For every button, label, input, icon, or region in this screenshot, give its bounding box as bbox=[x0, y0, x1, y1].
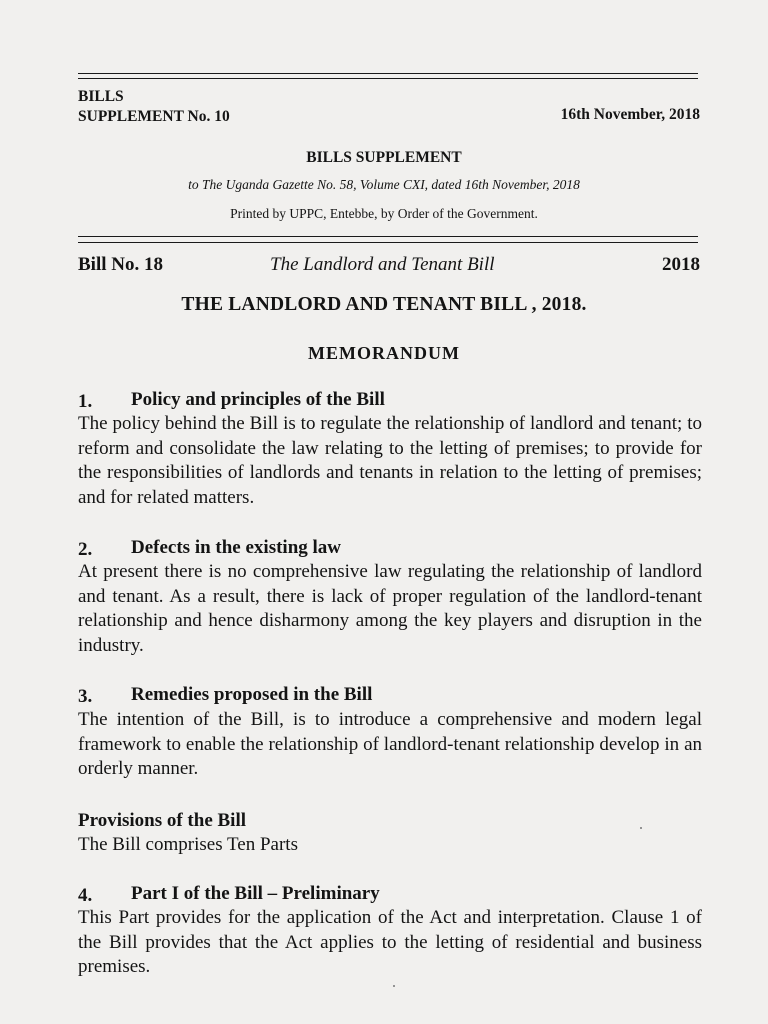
section-3-heading: Remedies proposed in the Bill bbox=[131, 684, 373, 705]
supplement-title: BILLS SUPPLEMENT bbox=[306, 149, 462, 166]
section-4-body: This Part provides for the application of the Act and interpretation. Clause 1 of the Bill provides that the Act applies to the letting of residential and business premises. bbox=[78, 907, 702, 977]
bill-short-title: The Landlord and Tenant Bill bbox=[270, 254, 495, 275]
mid-rule-secondary bbox=[78, 242, 698, 243]
section-1-heading: Policy and principles of the Bill bbox=[131, 389, 385, 410]
document-title: THE LANDLORD AND TENANT BILL , 2018. bbox=[181, 294, 587, 315]
section-3-number: 3. bbox=[78, 686, 93, 707]
top-rule bbox=[78, 73, 698, 74]
provisions-body: The Bill comprises Ten Parts bbox=[78, 834, 298, 855]
provisions-heading: Provisions of the Bill bbox=[78, 810, 247, 831]
scan-speck bbox=[393, 985, 395, 987]
section-2-body: At present there is no comprehensive law regulating the relationship of landlord and tenant. As a result, there is lack of proper regulation of the landlord-tenant relationship and hence disharmony among the key players and disruption in the industry. bbox=[78, 561, 702, 656]
top-rule-secondary bbox=[78, 78, 698, 79]
section-4-heading: Part I of the Bill – Preliminary bbox=[131, 883, 380, 904]
section-2-number: 2. bbox=[78, 539, 93, 560]
bills-label: BILLS bbox=[78, 88, 124, 105]
bill-year: 2018 bbox=[662, 254, 700, 275]
supplement-number: SUPPLEMENT No. 10 bbox=[78, 108, 230, 125]
section-2-heading: Defects in the existing law bbox=[131, 537, 342, 558]
bill-number: Bill No. 18 bbox=[78, 254, 163, 275]
mid-rule bbox=[78, 236, 698, 237]
section-4-number: 4. bbox=[78, 885, 93, 906]
section-1-number: 1. bbox=[78, 391, 93, 412]
scan-speck bbox=[640, 827, 642, 829]
supplement-date: 16th November, 2018 bbox=[560, 106, 700, 123]
memorandum-heading: MEMORANDUM bbox=[308, 343, 460, 363]
gazette-reference: to The Uganda Gazette No. 58, Volume CXI, dated 16th November, 2018 bbox=[188, 177, 580, 192]
printed-by: Printed by UPPC, Entebbe, by Order of the Government. bbox=[230, 206, 538, 221]
section-3-body: The intention of the Bill, is to introduce a comprehensive and modern legal framework to enable the relationship of landlord-tenant relationship develop in an orderly manner. bbox=[78, 709, 702, 779]
section-1-body: The policy behind the Bill is to regulate the relationship of landlord and tenant; to reform and consolidate the law relating to the letting of premises; to provide for the responsibilities of landlords and tenants in relation to the letting of premises; and for related matters. bbox=[78, 413, 702, 508]
